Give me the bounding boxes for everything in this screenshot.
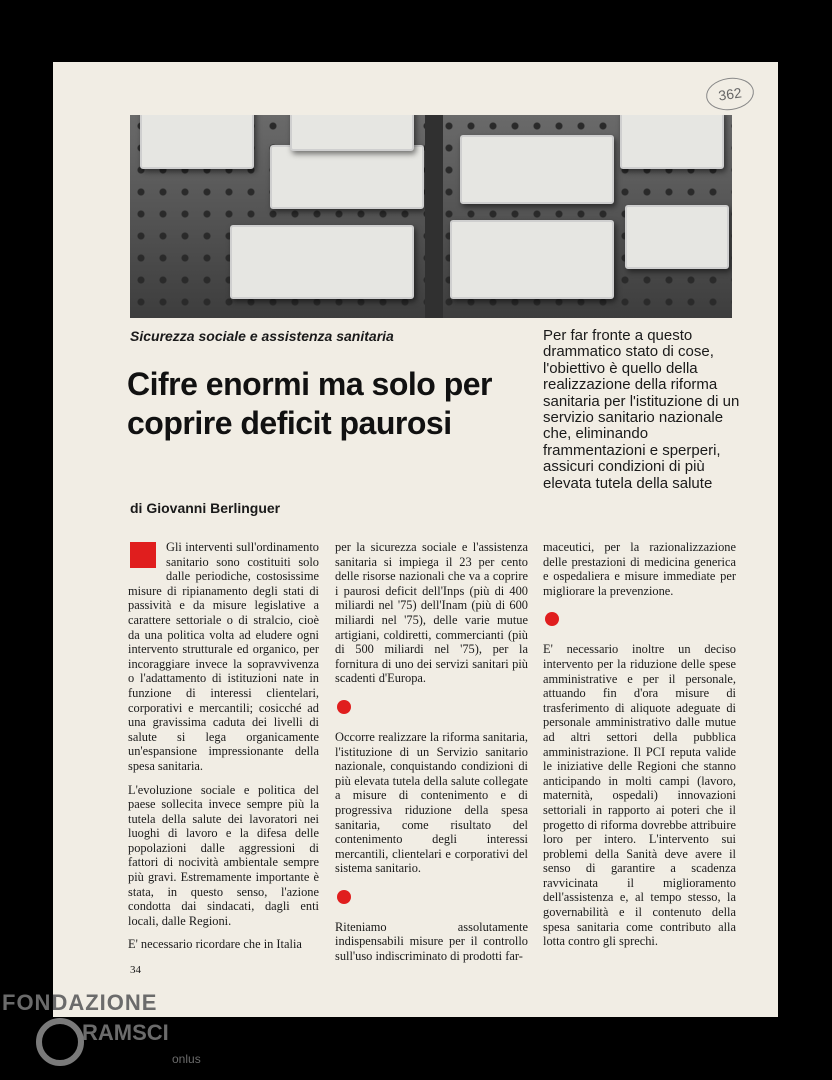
red-dot-marker <box>545 612 559 626</box>
red-dot-marker <box>337 700 351 714</box>
paragraph: maceutici, per la razionalizzazione delle prestazioni di medicina generica e ospedaliera e misure immediate per migliorare la prevenzione. <box>543 540 736 598</box>
red-dot-marker <box>337 890 351 904</box>
paragraph: Riteniamo assolutamente indispensabili misure per il controllo sull'uso indiscriminato di prodotti far- <box>335 919 528 964</box>
article-headline: Cifre enormi ma solo per coprire deficit paurosi <box>127 366 492 441</box>
watermark-onlus: onlus <box>172 1052 201 1066</box>
text-column-2 <box>335 540 528 973</box>
gramsci-g-icon <box>36 1018 84 1066</box>
watermark-gramsci: RAMSCI <box>82 1020 169 1045</box>
text-column-1 <box>128 540 319 961</box>
red-square-marker <box>130 542 156 568</box>
paragraph: per la sicurezza sociale e l'assistenza sanitaria si impiega il 23 per cento delle risorse nazionali che va a coprire i paurosi deficit dell'Inps (più di 400 miliardi nel '75) dell'Inam (più di 600 miliardi nel '75), delle varie mutue artigiani, coldiretti, commercianti (più di 500 miliardi nel '75), per la fornitura di uno dei servizi sanitari più scadenti d'Europa. <box>335 540 528 686</box>
hospital-ward-photo <box>130 115 732 318</box>
watermark-logo <box>36 1018 201 1074</box>
paragraph: E' necessario ricordare che in Italia <box>128 937 302 952</box>
paragraph: L'evoluzione sociale e politica del paese sollecita invece sempre più la tutela della salute dei lavoratori nei luoghi di lavoro e la difesa delle popolazioni dalle aggressioni di fattori di nocività ambientale sempre più gravi. Estremamente importante è stata, in questo senso, l'azione condotta dai sindacati, dagli enti locali, dalle Regioni. <box>128 782 319 928</box>
text-column-3 <box>543 540 736 958</box>
paragraph: E' necessario inoltre un deciso intervento per la riduzione delle spese amministrative e per il personale, attuando fin d'ora misure di trasferimento di aliquote adeguate di personale amministrativo dalle mutue ad altri settori della pubblica amministrazione. Il PCI reputa valide le iniziative delle Regioni che stanno anticipando in molti campi (lavoro, maternità, ospedali) innovazioni settoriali in rapporto ai poteri che il progetto di riforma dovrebbe attribuire loro per intero. L'intervento sui problemi della Sanità deve avere il senso di garantire a scadenza ravvicinata il miglioramento dell'assistenza e, al tempo stesso, la governabilità e il contenuto della spesa sanitaria come contributo alla lotta contro gli sprechi. <box>543 642 736 949</box>
archive-page-stamp: 362 <box>704 75 756 113</box>
watermark-foundation: FONDAZIONE <box>2 990 158 1015</box>
section-kicker: Sicurezza sociale e assistenza sanitaria <box>130 328 394 344</box>
paragraph: Gli interventi sull'ordinamento sanitario sono costituiti solo dalle periodiche, costosissime misure di ripianamento degli stati di passività e da misure legislative a carattere settoriale o di stralcio, cioè da una politica volta ad eludere ogni intervento strutturale ed organico, per incoraggiare invece la sopravvivenza o l'adattamento di istituzioni nate in funzione di interessi clientelari, corporativi e mercantili; cosicché ad una gravissima caduta dei livelli di salute si lega organicamente un'espansione impressionante della spesa sanitaria. <box>128 540 319 773</box>
article-byline: di Giovanni Berlinguer <box>130 500 281 516</box>
paragraph: Occorre realizzare la riforma sanitaria, l'istituzione di un Servizio sanitario nazionale, conquistando condizioni di più elevata tutela della salute collegate a misure di contenimento e di progressiva riduzione della spesa sanitaria, come risultato del contenimento degli interessi mercantili, clientelari e corporativi del sistema sanitario. <box>335 729 528 876</box>
page-number: 34 <box>130 964 141 976</box>
article-deck: Per far fronte a questo drammatico stato di cose, l'obiettivo è quello della realizzazione della riforma sanitaria per l'istituzione di un servizio sanitario nazionale che, eliminando frammentazioni e sperperi, assicuri condizioni di più elevata tutela della salute <box>543 327 740 492</box>
